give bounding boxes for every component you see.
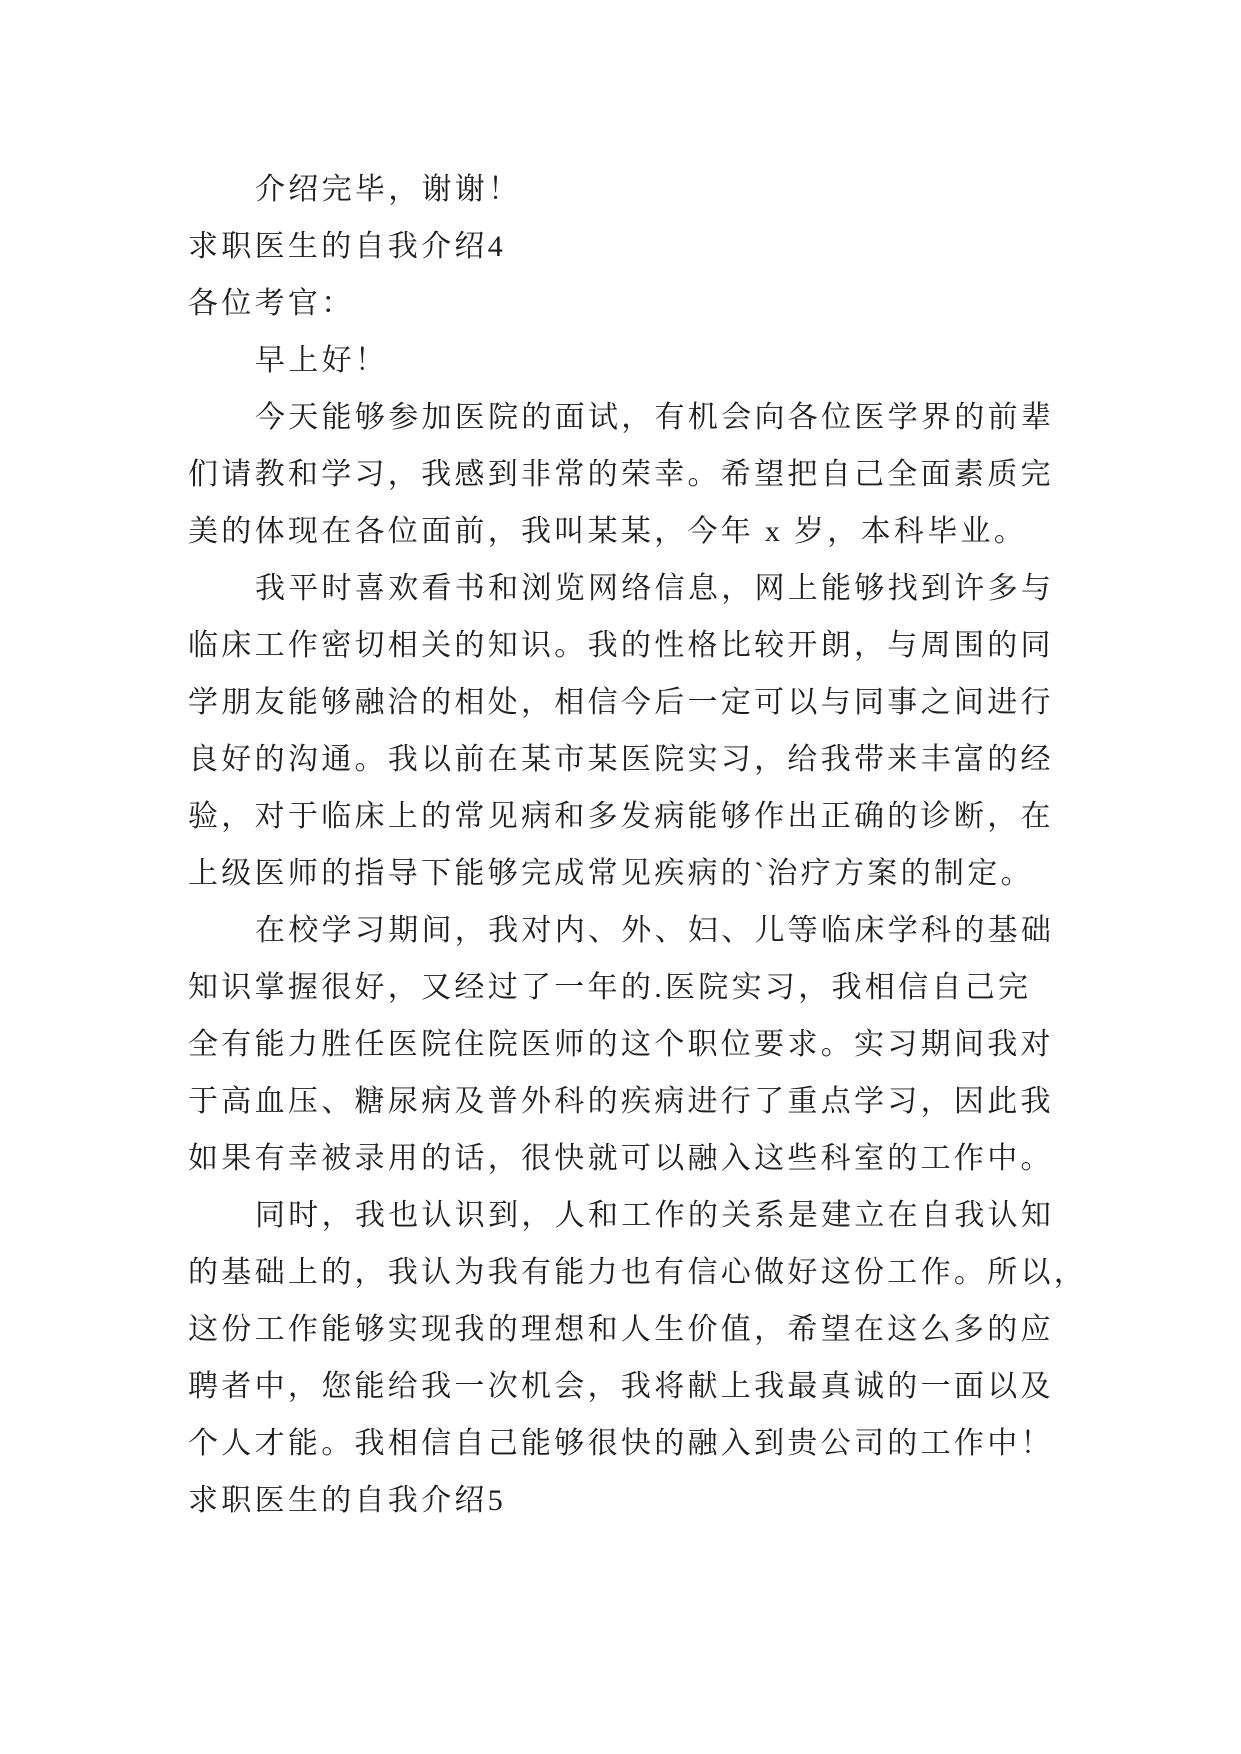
- text-line: 在校学习期间，我对内、外、妇、儿等临床学科的基础: [255, 914, 1055, 947]
- heading-line: 求职医生的自我介绍4: [188, 230, 506, 263]
- text-line: 美的体现在各位面前，我叫某某，今年 x 岁，本科毕业。: [188, 515, 1028, 548]
- heading-line: 求职医生的自我介绍5: [188, 1484, 506, 1517]
- text-line: 介绍完毕，谢谢！: [255, 173, 522, 206]
- paragraph-greeting: [188, 332, 1088, 389]
- text-line: 早上好！: [255, 344, 389, 377]
- text-line: 良好的沟通。我以前在某市某医院实习，给我带来丰富的经: [188, 743, 1054, 776]
- text-line: 今天能够参加医院的面试，有机会向各位医学界的前辈: [255, 401, 1055, 434]
- text-line: 的基础上的，我认为我有能力也有信心做好这份工作。所以，: [188, 1256, 1088, 1289]
- document-body: [188, 161, 1088, 1529]
- text-line: 学朋友能够融洽的相处，相信今后一定可以与同事之间进行: [188, 686, 1054, 719]
- text-line: 们请教和学习，我感到非常的荣幸。希望把自己全面素质完: [188, 458, 1054, 491]
- text-line: 全有能力胜任医院住院医师的这个职位要求。实习期间我对: [188, 1028, 1054, 1061]
- text-line: 验，对于临床上的常见病和多发病能够作出正确的诊断，在: [188, 800, 1054, 833]
- text-line: 如果有幸被录用的话，很快就可以融入这些科室的工作中。: [188, 1142, 1054, 1175]
- text-line: 于高血压、糖尿病及普外科的疾病进行了重点学习，因此我: [188, 1085, 1054, 1118]
- text-line: 知识掌握很好，又经过了一年的.医院实习，我相信自己完: [188, 971, 1032, 1004]
- section-heading-5: [188, 1472, 1088, 1529]
- paragraph-self-awareness: [188, 1187, 1088, 1472]
- paragraph-salutation: [188, 275, 1088, 332]
- text-line: 临床工作密切相关的知识。我的性格比较开朗，与周围的同: [188, 629, 1054, 662]
- text-line: 聘者中，您能给我一次机会，我将献上我最真诚的一面以及: [188, 1370, 1054, 1403]
- paragraph-intro: [188, 389, 1088, 560]
- text-line: 这份工作能够实现我的理想和人生价值，希望在这么多的应: [188, 1313, 1054, 1346]
- paragraph-studies: [188, 902, 1088, 1187]
- text-line: 同时，我也认识到，人和工作的关系是建立在自我认知: [255, 1199, 1055, 1232]
- text-line: 各位考官：: [188, 287, 355, 320]
- section-heading-4: [188, 218, 1088, 275]
- paragraph-hobbies-personality: [188, 560, 1088, 902]
- paragraph-closing-thanks: [188, 161, 1088, 218]
- text-line: 上级医师的指导下能够完成常见疾病的`治疗方案的制定。: [188, 857, 1034, 890]
- text-line: 我平时喜欢看书和浏览网络信息，网上能够找到许多与: [255, 572, 1055, 605]
- text-line: 个人才能。我相信自己能够很快的融入到贵公司的工作中！: [188, 1427, 1054, 1460]
